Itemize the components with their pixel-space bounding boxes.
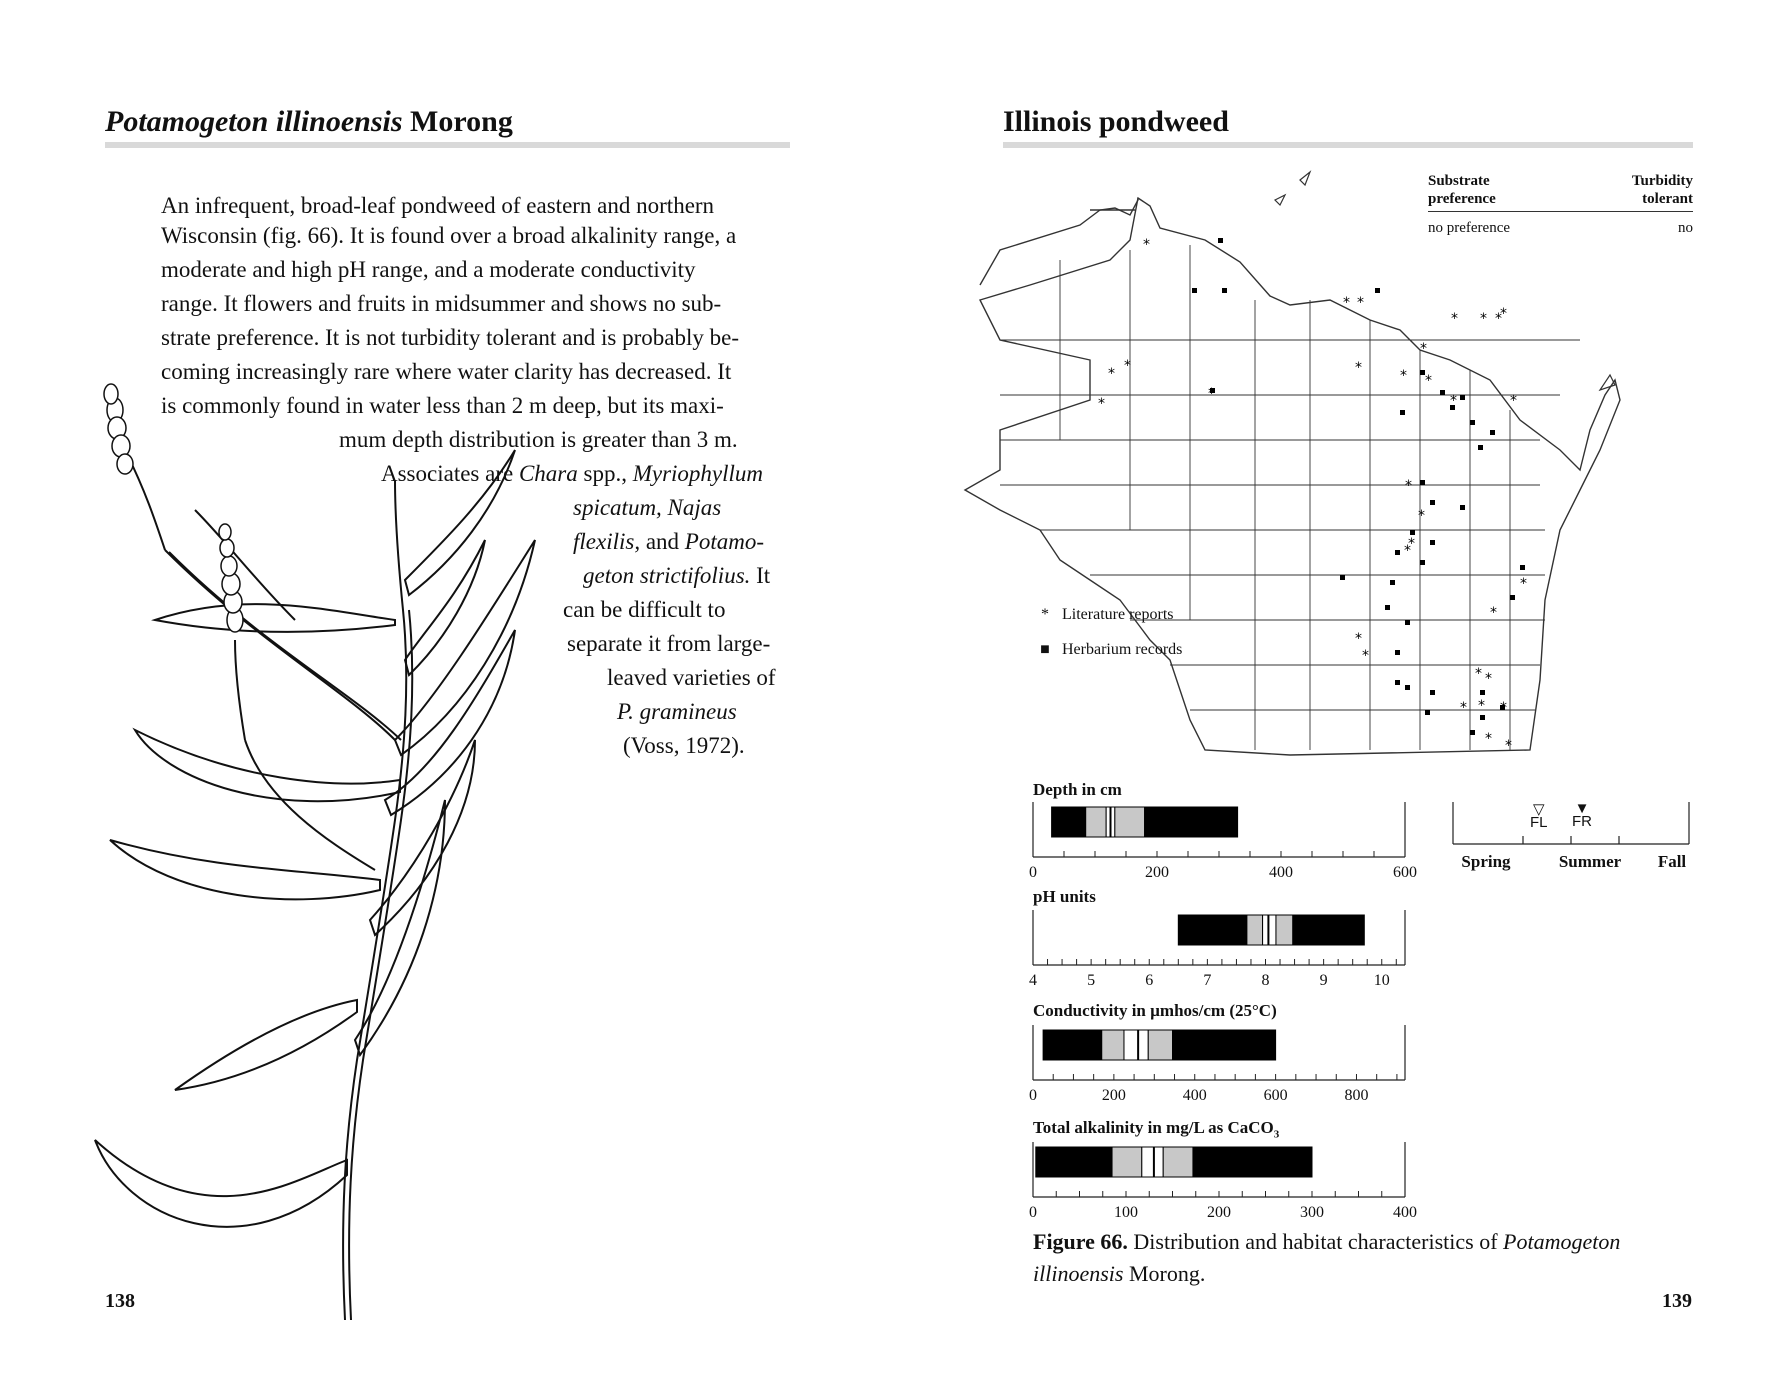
svg-text:*: * <box>1490 605 1497 621</box>
tick-label: 8 <box>1261 972 1270 989</box>
description-line: geton strictifolius. It <box>583 563 771 588</box>
open-triangle-icon: ▽ <box>1532 801 1545 818</box>
description-line: can be difficult to <box>563 597 726 622</box>
tick-label: 200 <box>1145 864 1169 881</box>
substrate-header: Substrate preference <box>1428 173 1496 207</box>
alkalinity-label: Total alkalinity in mg/L as CaCO$_3$ <box>1033 1118 1280 1141</box>
svg-text:*: * <box>1124 358 1131 374</box>
range-segment <box>1293 915 1364 945</box>
tick-label: 400 <box>1182 1087 1207 1104</box>
description-line: leaved varieties of <box>607 665 776 690</box>
description-line: Associates are Chara spp., Myriophyllum <box>381 461 764 486</box>
range-segment <box>1148 1030 1172 1060</box>
range-segment <box>1086 807 1106 837</box>
description-line: strate preference. It is not turbidity tolerant and is probably be- <box>161 325 739 350</box>
description-line: flexilis, and Potamo- <box>573 529 765 554</box>
ph-label: pH units <box>1033 887 1096 906</box>
description-line: separate it from large- <box>567 631 771 656</box>
tick-label: 400 <box>1393 1204 1417 1221</box>
svg-text:*: * <box>1355 631 1362 647</box>
tick-label: 200 <box>1207 1204 1231 1221</box>
range-segment <box>1112 1147 1142 1177</box>
svg-text:*: * <box>1460 700 1467 716</box>
svg-text:*: * <box>1098 396 1105 412</box>
svg-text:*: * <box>1408 536 1415 552</box>
svg-text:*: * <box>1485 671 1492 687</box>
legend-literature: * Literature reports <box>1036 606 1174 624</box>
description-line: Wisconsin (fig. 66). It is found over a broad alkalinity range, a <box>161 223 737 248</box>
tick-label: 600 <box>1393 864 1417 881</box>
range-segment <box>1145 807 1238 837</box>
depth-range-bar <box>1029 802 1417 881</box>
svg-text:*: * <box>1478 698 1485 714</box>
description-line: moderate and high pH range, and a moderate conductivity <box>161 257 696 282</box>
range-segment <box>1052 807 1086 837</box>
range-segment <box>1115 807 1145 837</box>
description-line: coming increasingly rare where water clarity has decreased. It <box>161 359 732 384</box>
tick-label: 200 <box>1101 1087 1126 1104</box>
svg-text:*: * <box>1355 360 1362 376</box>
state-outline <box>965 198 1620 755</box>
tick-label: 10 <box>1373 972 1390 989</box>
right-page-number: 139 <box>1662 1290 1692 1312</box>
svg-text:*: * <box>1485 731 1492 747</box>
svg-text:*: * <box>1520 576 1527 592</box>
svg-text:*: * <box>1405 478 1412 494</box>
svg-text:*: * <box>1108 366 1115 382</box>
asterisk-icon: * <box>1041 606 1049 623</box>
range-segment <box>1193 1147 1312 1177</box>
range-segment <box>1043 1030 1102 1060</box>
range-segment <box>1142 1147 1163 1177</box>
svg-text:*: * <box>1451 311 1458 327</box>
turbidity-value: no <box>1678 220 1693 236</box>
figure-caption: Figure 66. Distribution and habitat characteristics of Potamogeton illinoensis Morong. <box>1033 1229 1621 1286</box>
tick-label: 100 <box>1114 1204 1138 1221</box>
season-summer: Summer <box>1558 852 1622 871</box>
tick-label: 7 <box>1203 972 1212 989</box>
common-name-title: Illinois pondweed <box>1003 105 1229 138</box>
flowering-marker: ▽ FL <box>1530 801 1548 831</box>
range-segment <box>1102 1030 1124 1060</box>
description-line: (Voss, 1972). <box>623 733 745 758</box>
svg-text:*: * <box>1495 311 1502 327</box>
left-page-number: 138 <box>105 1290 135 1312</box>
depth-label: Depth in cm <box>1033 780 1122 799</box>
species-author: Morong <box>402 105 513 138</box>
tick-label: 6 <box>1145 972 1154 989</box>
conductivity-label: Conductivity in µmhos/cm (25°C) <box>1033 1001 1277 1020</box>
description-line: mum depth distribution is greater than 3 m. <box>339 427 738 452</box>
square-icon: ■ <box>1040 641 1050 658</box>
svg-text:*: * <box>1357 295 1364 311</box>
substrate-value: no preference <box>1428 220 1511 236</box>
tick-label: 4 <box>1029 972 1037 989</box>
range-segment <box>1178 915 1247 945</box>
alkalinity-range-bar <box>1029 1142 1417 1221</box>
fruiting-marker: ▼ FR <box>1572 800 1592 830</box>
season-spring: Spring <box>1461 852 1511 871</box>
tick-label: 5 <box>1087 972 1096 989</box>
svg-text:*: * <box>1418 508 1425 524</box>
svg-text:*: * <box>1500 700 1507 716</box>
svg-text:*: * <box>1420 341 1427 357</box>
svg-text:*: * <box>1400 368 1407 384</box>
description-line: An infrequent, broad-leaf pondweed of eastern and northern <box>161 193 715 218</box>
tick-label: 9 <box>1319 972 1328 989</box>
svg-text:*: * <box>1475 666 1482 682</box>
conductivity-range-bar <box>1029 1025 1408 1104</box>
svg-text:*: * <box>1208 386 1215 402</box>
description-line: spicatum, Najas <box>573 495 722 520</box>
svg-text:*: * <box>1404 543 1411 559</box>
tick-label: 800 <box>1344 1087 1369 1104</box>
tick-label: 400 <box>1269 864 1293 881</box>
tick-label: 0 <box>1029 1087 1037 1104</box>
turbidity-header: Turbidity tolerant <box>1631 173 1693 207</box>
range-segment <box>1036 1147 1112 1177</box>
svg-text:*: * <box>1425 373 1432 389</box>
description-line: P. gramineus <box>617 699 737 724</box>
svg-text:*: * <box>1450 393 1457 409</box>
svg-text:*: * <box>1500 306 1507 322</box>
range-segment <box>1124 1030 1148 1060</box>
tick-label: 0 <box>1029 1204 1037 1221</box>
tick-label: 300 <box>1300 1204 1324 1221</box>
svg-text:*: * <box>1343 295 1350 311</box>
filled-triangle-icon: ▼ <box>1574 800 1590 817</box>
species-scientific-name: Potamogeton illinoensis <box>105 105 403 138</box>
range-segment <box>1247 915 1263 945</box>
svg-text:*: * <box>1143 237 1150 253</box>
ph-range-bar <box>1029 910 1408 989</box>
svg-text:*: * <box>1362 648 1369 664</box>
range-segment <box>1173 1030 1276 1060</box>
season-fall: Fall <box>1657 852 1687 871</box>
legend-herbarium: ■ Herbarium records <box>1036 641 1182 659</box>
svg-text:*: * <box>1480 311 1487 327</box>
tick-label: 600 <box>1263 1087 1288 1104</box>
range-segment <box>1276 915 1293 945</box>
map-markers <box>1098 237 1527 754</box>
description-line: is commonly found in water less than 2 m deep, but its maxi- <box>161 393 724 418</box>
description-line: range. It flowers and fruits in midsummer and shows no sub- <box>161 291 722 316</box>
svg-text:*: * <box>1505 738 1512 754</box>
svg-text:*: * <box>1510 393 1517 409</box>
tick-label: 0 <box>1029 864 1037 881</box>
range-segment <box>1163 1147 1193 1177</box>
